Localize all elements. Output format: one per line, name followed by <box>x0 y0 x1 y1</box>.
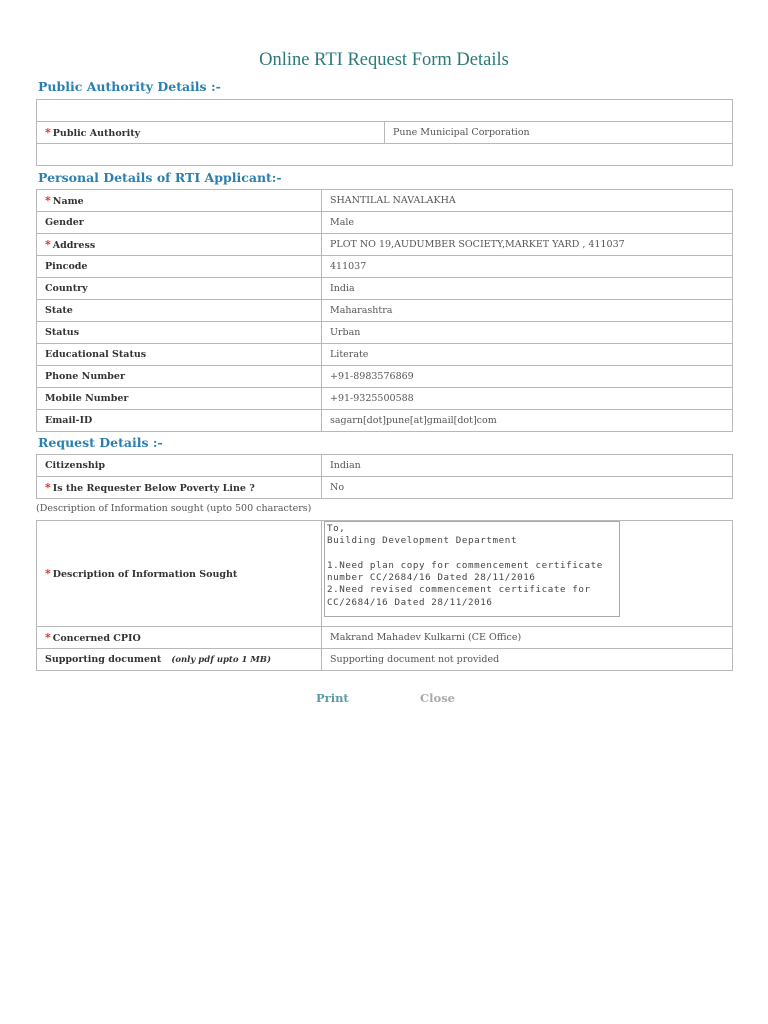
table-row <box>37 344 733 366</box>
required-marker: * <box>45 126 51 139</box>
field-label: * Concerned CPIO <box>37 627 322 649</box>
status-value: Urban <box>322 322 733 344</box>
cpio-value: Makrand Mahadev Kulkarni (CE Office) <box>322 627 733 649</box>
description-cell <box>322 521 733 627</box>
public-authority-heading: Public Authority Details :- <box>38 79 221 94</box>
field-label: Email-ID <box>37 410 322 432</box>
field-label: Country <box>37 278 322 300</box>
personal-details-heading: Personal Details of RTI Applicant:- <box>38 170 282 185</box>
page-title: Online RTI Request Form Details <box>259 50 509 70</box>
empty-cell <box>37 100 733 122</box>
description-textarea[interactable]: To, Building Development Department 1.Need plan copy for commencement certificate number CC/2684/16 Dated 28/11/2016 2.Need revised commencement certificate for CC/2684/16 Dated 28/11/2016 <box>324 521 620 617</box>
educational-status-value: Literate <box>322 344 733 366</box>
field-label: * Address <box>37 234 322 256</box>
table-row <box>37 477 733 499</box>
table-row <box>37 212 733 234</box>
description-note: (Description of Information sought (upto 500 characters) <box>36 503 312 514</box>
gender-value: Male <box>322 212 733 234</box>
table-row-empty <box>37 144 733 166</box>
field-label: * Description of Information Sought <box>37 521 322 627</box>
required-marker: * <box>45 481 51 494</box>
close-button[interactable]: Close <box>420 691 455 705</box>
table-row <box>37 410 733 432</box>
empty-cell <box>37 144 733 166</box>
table-row <box>37 649 733 671</box>
table-row <box>37 122 733 144</box>
citizenship-value: Indian <box>322 455 733 477</box>
personal-details-table <box>36 189 733 432</box>
table-row <box>37 366 733 388</box>
required-marker: * <box>45 631 51 644</box>
doc-size-note: (only pdf upto 1 MB) <box>171 655 271 665</box>
name-value: SHANTILAL NAVALAKHA <box>322 190 733 212</box>
country-value: India <box>322 278 733 300</box>
field-label: Pincode <box>37 256 322 278</box>
table-row <box>37 256 733 278</box>
public-authority-value: Pune Municipal Corporation <box>385 122 733 144</box>
field-label: Citizenship <box>37 455 322 477</box>
field-label: * Name <box>37 190 322 212</box>
field-label: Supporting document (only pdf upto 1 MB) <box>37 649 322 671</box>
mobile-value: +91-9325500588 <box>322 388 733 410</box>
field-label: Mobile Number <box>37 388 322 410</box>
table-row <box>37 521 733 627</box>
request-details-heading: Request Details :- <box>38 435 163 450</box>
table-row-empty <box>37 100 733 122</box>
required-marker: * <box>45 194 51 207</box>
state-value: Maharashtra <box>322 300 733 322</box>
field-label: * Public Authority <box>37 122 385 144</box>
table-row <box>37 278 733 300</box>
phone-value: +91-8983576869 <box>322 366 733 388</box>
request-details-table <box>36 454 733 499</box>
field-label: Phone Number <box>37 366 322 388</box>
field-label: Status <box>37 322 322 344</box>
field-label: * Is the Requester Below Poverty Line ? <box>37 477 322 499</box>
required-marker: * <box>45 238 51 251</box>
table-row <box>37 234 733 256</box>
table-row <box>37 322 733 344</box>
description-table <box>36 520 733 671</box>
field-label: Gender <box>37 212 322 234</box>
table-row <box>37 627 733 649</box>
table-row <box>37 300 733 322</box>
print-button[interactable]: Print <box>316 691 349 705</box>
table-row <box>37 190 733 212</box>
table-row <box>37 388 733 410</box>
pincode-value: 411037 <box>322 256 733 278</box>
required-marker: * <box>45 567 51 580</box>
public-authority-table <box>36 99 733 166</box>
field-label: Educational Status <box>37 344 322 366</box>
field-label: State <box>37 300 322 322</box>
bpl-value: No <box>322 477 733 499</box>
supporting-document-value: Supporting document not provided <box>322 649 733 671</box>
email-value: sagarn[dot]pune[at]gmail[dot]com <box>322 410 733 432</box>
address-value: PLOT NO 19,AUDUMBER SOCIETY,MARKET YARD , 411037 <box>322 234 733 256</box>
table-row <box>37 455 733 477</box>
